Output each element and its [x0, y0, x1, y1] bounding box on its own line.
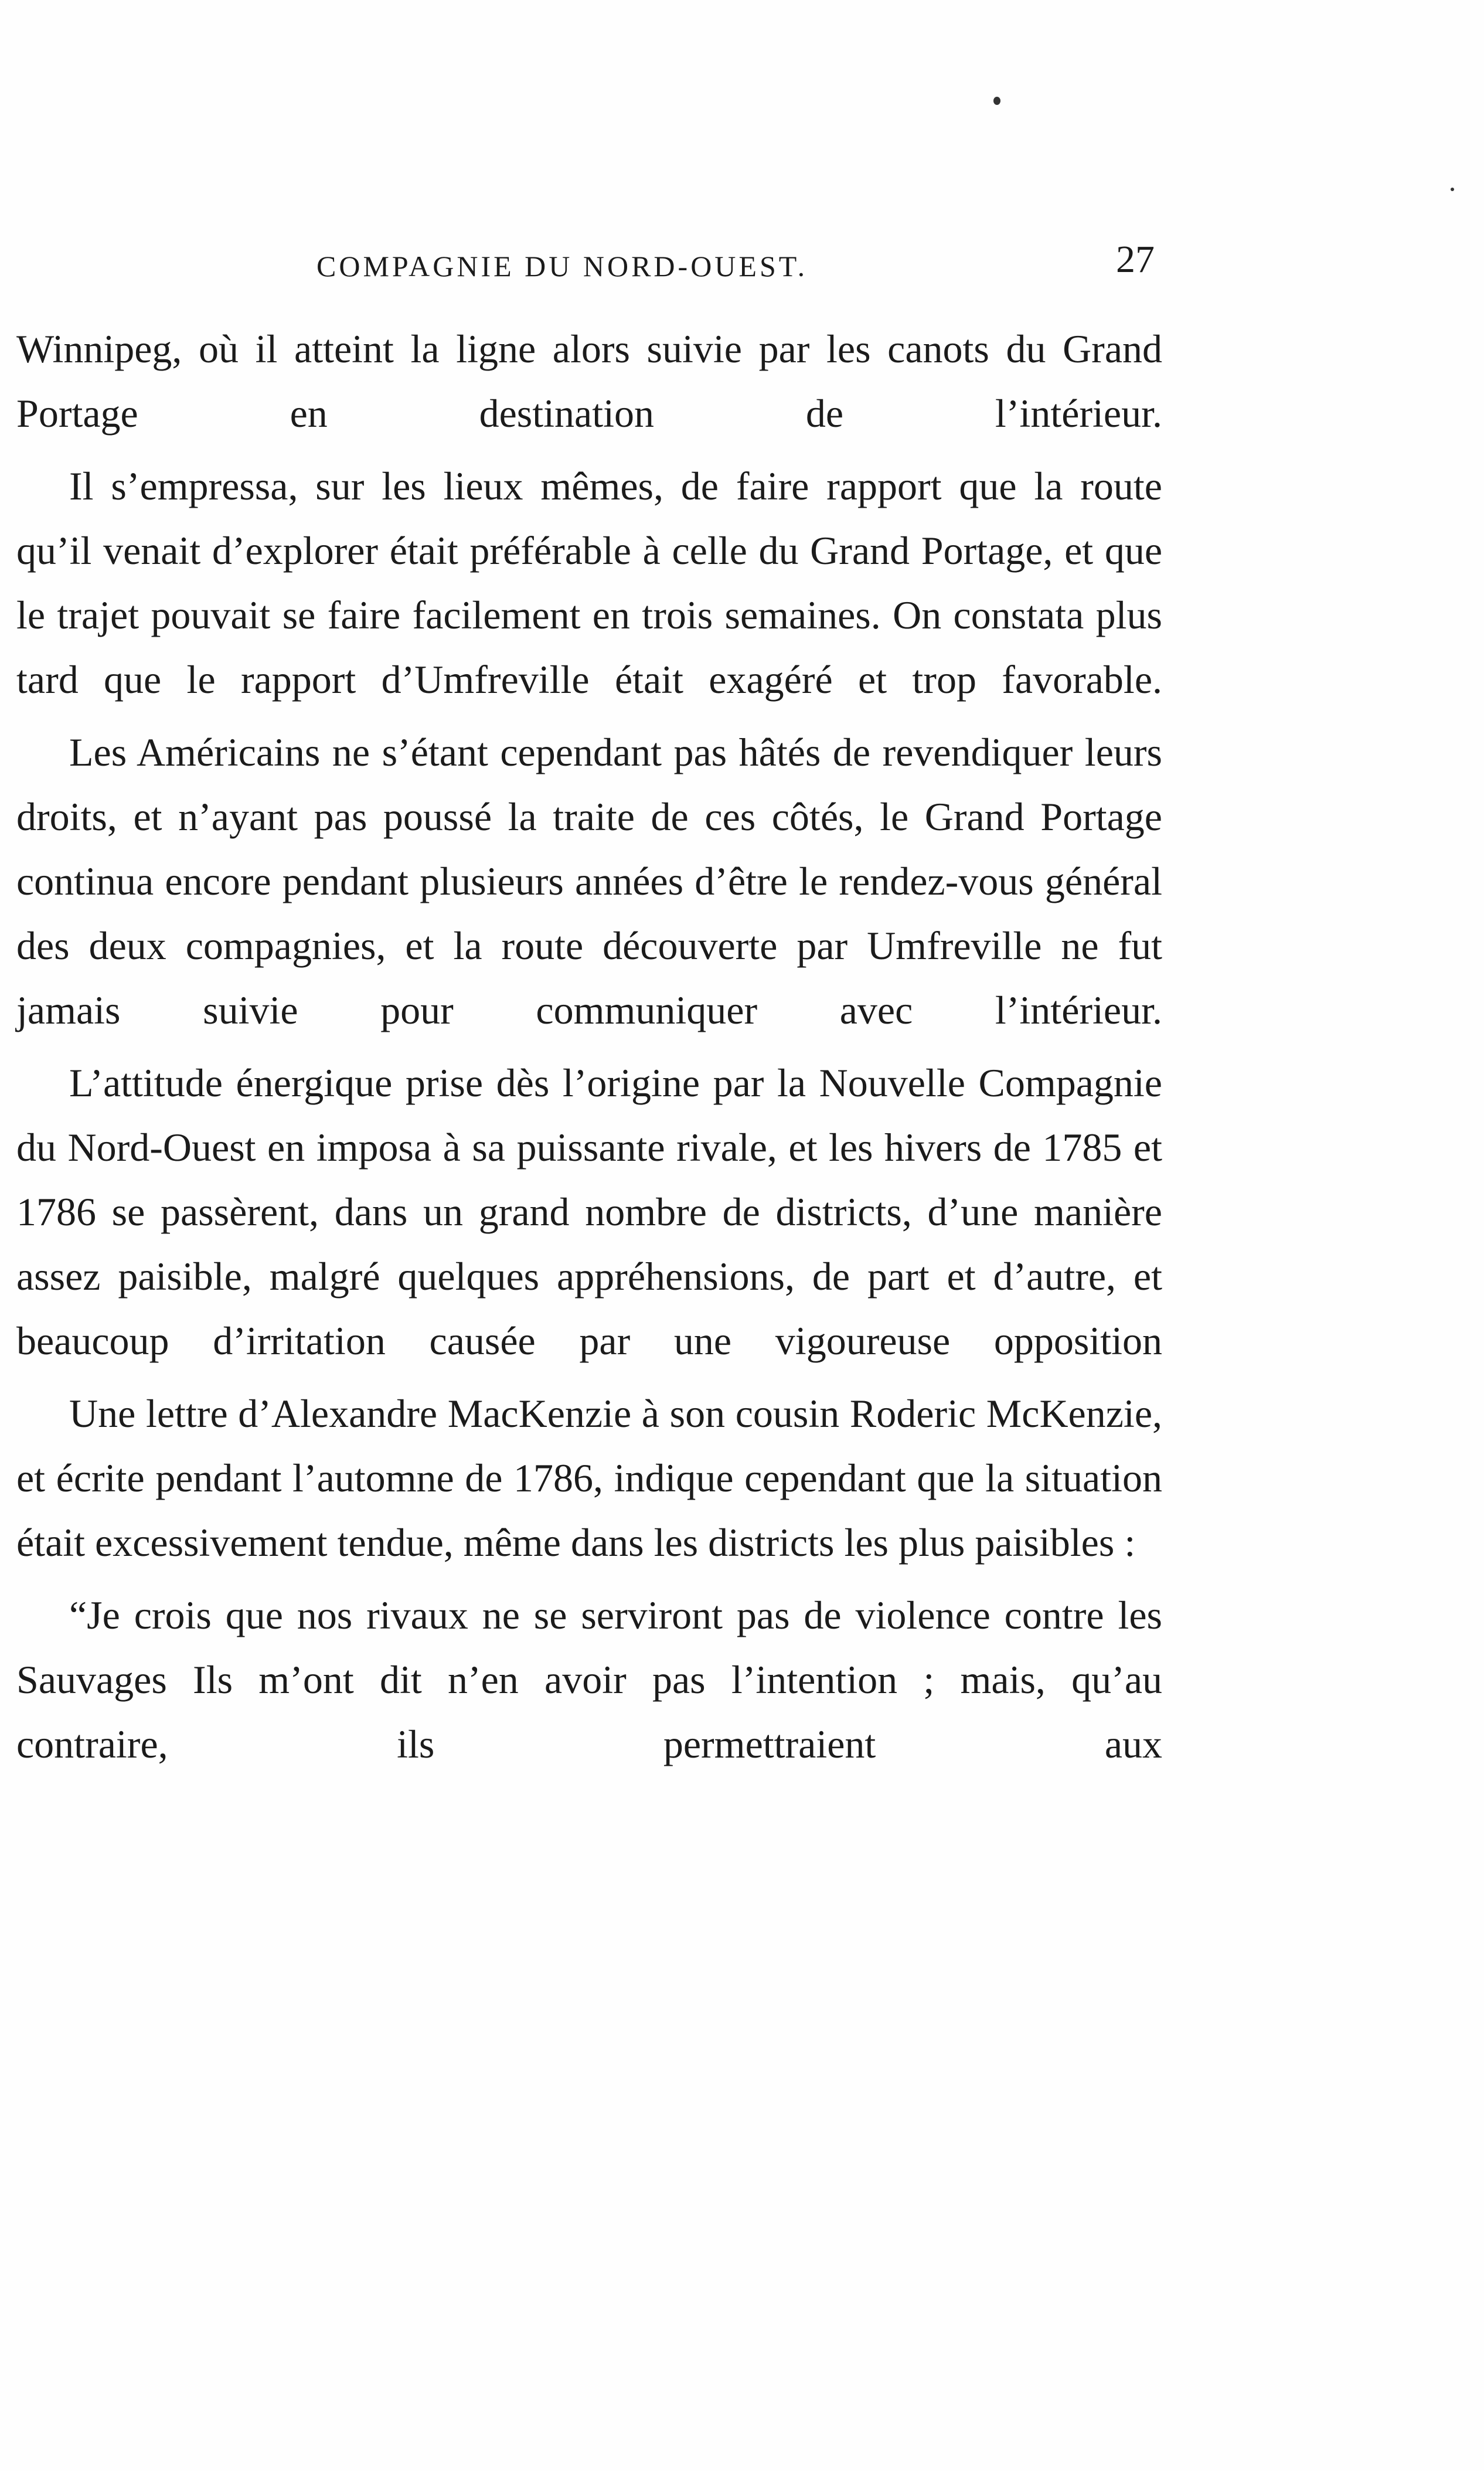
running-title: COMPAGNIE DU NORD-OUEST.	[316, 250, 808, 283]
running-head	[23, 237, 1160, 290]
paragraph: Winnipeg, où il atteint la ligne alors suivie par les canots du Grand Portage en destination de l’intérieur.	[16, 327, 1162, 436]
paragraph: Une lettre d’Alexandre MacKenzie à son cousin Roderic McKenzie, et écrite pendant l’automne de 1786, indique cependant que la situation était excessivement tendue, même dans les districts les plus paisibles :	[16, 1391, 1162, 1565]
paragraph: “Je crois que nos rivaux ne se serviront pas de violence contre les Sauvages Ils m’ont dit n’en avoir pas l’intention ; mais, qu’au contraire, ils permettraient aux	[16, 1593, 1162, 1766]
paragraph: Il s’empressa, sur les lieux mêmes, de faire rapport que la route qu’il venait d’explorer était préférable à celle du Grand Portage, et que le trajet pouvait se faire facilement en trois semaines. On constata plus tard que le rapport d’Umfreville était exagéré et trop favorable.	[16, 464, 1162, 702]
paragraph: Les Américains ne s’étant cependant pas hâtés de revendiquer leurs droits, et n’ayant pas poussé la traite de ces côtés, le Grand Portage continua encore pendant plusieurs années d’être le rendez-vous général des deux compagnies, et la route découverte par Umfreville ne fut jamais suivie pour communiquer avec l’intérieur.	[16, 730, 1162, 1032]
body-text	[16, 317, 1162, 1785]
ink-speck	[1451, 188, 1454, 191]
ink-speck	[993, 97, 1000, 105]
paragraph: L’attitude énergique prise dès l’origine par la Nouvelle Compagnie du Nord-Ouest en imposa à sa puissante rivale, et les hivers de 1785 et 1786 se passèrent, dans un grand nombre de districts, d’une manière assez paisible, malgré quelques appréhensions, de part et d’autre, et beaucoup d’irritation causée par une vigoureuse opposition	[16, 1061, 1162, 1363]
page-number: 27	[1116, 238, 1155, 281]
